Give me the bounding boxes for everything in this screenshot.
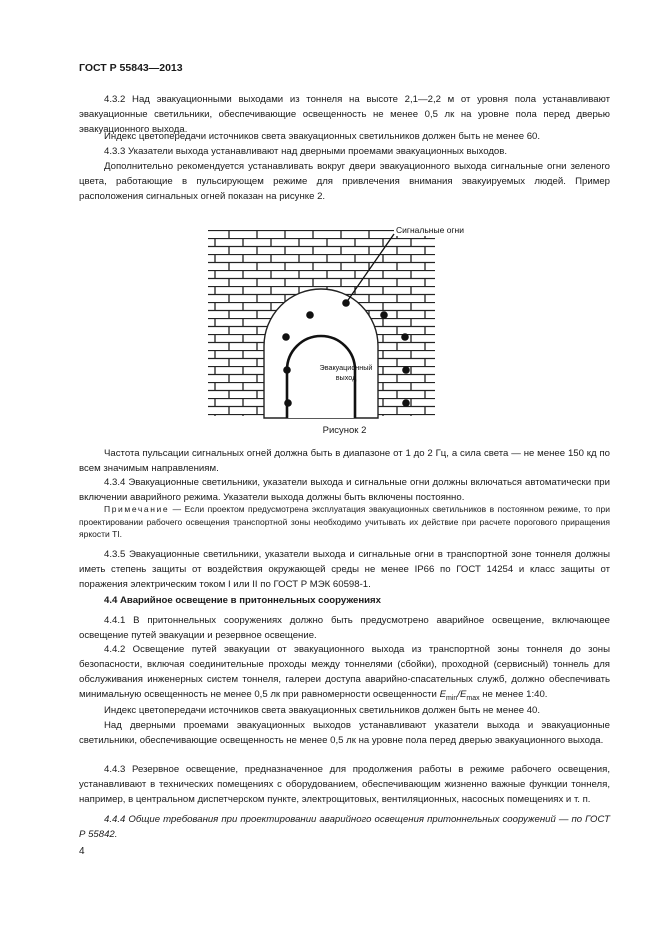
paragraph-4-4-1: 4.4.1 В притоннельных сооружениях должно быть предусмотрено аварийное освещение, включающее освещение путей эвакуации и резервное освещение. (79, 615, 610, 641)
signal-light-dot (283, 366, 291, 374)
emin-subscript: min (446, 694, 458, 702)
paragraph-4-4-3: 4.4.3 Резервное освещение, предназначенное для продолжения работы в режиме рабочего освещения, устанавливают в технических помещениях с оборудованием, обеспечивающим жизненно важные функции тоннеля, например, в центральном диспетчерском пункте, электрощитовых, вентиляционных, насосных помещениях и т. п. (79, 764, 610, 805)
page-number: 4 (79, 846, 85, 857)
paragraph-4-4-4: 4.4.4 Общие требования при проектировании аварийного освещения притоннельных сооружений — по ГОСТ Р 55842. (79, 814, 610, 840)
evacuation-exit-diagram (208, 222, 464, 418)
emax-symbol: /E (457, 688, 467, 700)
signal-light-dot (306, 311, 314, 319)
signal-light-dot (284, 399, 292, 407)
section-4-4-heading: 4.4 Аварийное освещение в притоннельных сооружениях (104, 595, 381, 606)
callout-label: Сигнальные огни (396, 225, 464, 235)
emin-symbol: E (439, 688, 446, 700)
paragraph-4-4-2-text: 4.4.2 Освещение путей эвакуации от эвакуационного выхода из транспортной зоны тоннеля до зоны безопасности, включая соединительные проходы между тоннелями (сбойки), проходной (сервисный) тоннель для обслуживания инженерных систем тоннеля, галереи доступа аварийно-спасательных служб, должно обеспечивать минимальную освещенность не менее 0,5 лк при равномерности освещенности (79, 644, 610, 700)
paragraph-4-4-2 (79, 643, 610, 707)
standard-header: ГОСТ Р 55843—2013 (79, 62, 183, 74)
paragraph-4-3-4: 4.3.4 Эвакуационные светильники, указатели выхода и сигнальные огни должны включаться автоматически при включении аварийного режима. Указатели выхода должны быть включены постоянно. (79, 477, 610, 503)
note-block (79, 503, 610, 541)
ratio-text: не менее 1:40. (479, 688, 548, 700)
emax-subscript: max (466, 694, 480, 702)
signal-light-dot (401, 333, 409, 341)
paragraph-cri-40: Индекс цветопередачи источников света эвакуационных светильников должен быть не менее 40. (104, 705, 541, 716)
note-text: — Если проектом предусмотрена эксплуатация эвакуационных светильников в постоянном режиме, то при проектировании рабочего освещения транспортной зоны необходимо учитывать их действие при расчете порогового приращения яркости TI. (79, 504, 610, 540)
door-label-line-1: Эвакуационный (319, 363, 373, 372)
door-label-line-2: выход (335, 373, 357, 382)
paragraph-4-3-3: 4.3.3 Указатели выхода устанавливают над дверными проемами эвакуационных выходов. (104, 146, 508, 157)
paragraph-signal-lights: Дополнительно рекомендуется устанавливать вокруг двери эвакуационного выхода сигнальные огни зеленого цвета, работающие в пульсирующем режиме для привлечения внимания эвакуируемых людей. Пример расположения сигнальных огней показан на рисунке 2. (79, 161, 610, 202)
signal-light-dot (402, 366, 410, 374)
figure-caption: Рисунок 2 (322, 425, 367, 436)
note-label: Примечание (104, 504, 170, 514)
paragraph-4-3-5: 4.3.5 Эвакуационные светильники, указатели выхода и сигнальные огни в транспортной зоне тоннеля должны иметь степень защиты от воздействия окружающей среды не менее IP66 по ГОСТ 14254 и класс защиты от поражения электрическим током I или II по ГОСТ Р МЭК 60598-1. (79, 549, 610, 590)
signal-light-dot (402, 399, 410, 407)
paragraph-pulse-frequency: Частота пульсации сигнальных огней должна быть в диапазоне от 1 до 2 Гц, а сила света — не менее 150 кд по всем значимым направлениям. (79, 448, 610, 474)
paragraph-exit-signs: Над дверными проемами эвакуационных выходов устанавливают указатели выхода и эвакуационные светильники, обеспечивающие освещенность не менее 0,5 лк на уровне пола перед дверью эвакуационного выхода. (79, 720, 610, 746)
figure-2 (208, 222, 464, 418)
paragraph-4-3-2: 4.3.2 Над эвакуационными выходами из тоннеля на высоте 2,1—2,2 м от уровня пола устанавливают эвакуационные светильники, обеспечивающие освещенность не менее 0,5 лк на уровне пола перед дверью эвакуационного выхода. (79, 94, 610, 135)
signal-light-dot (380, 311, 388, 319)
paragraph-cri-60: Индекс цветопередачи источников света эвакуационных светильников должен быть не менее 60. (104, 131, 541, 142)
signal-light-dot (282, 333, 290, 341)
